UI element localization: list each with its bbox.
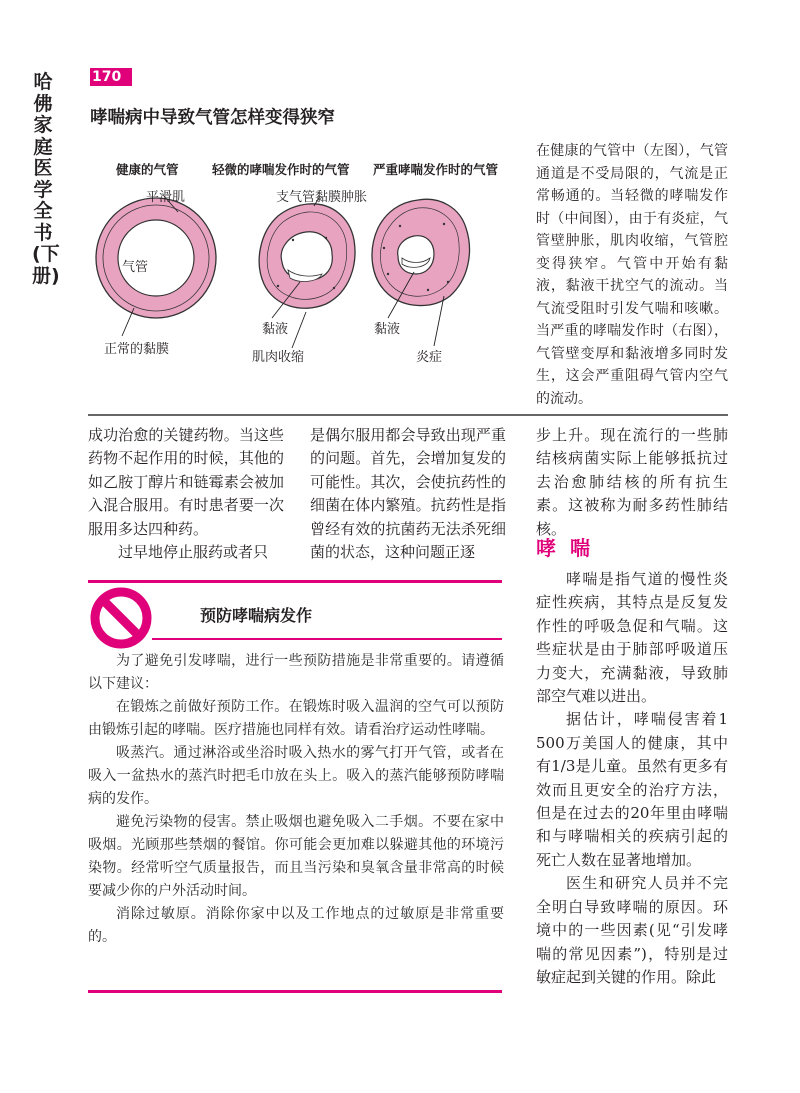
prevention-tip-steam: 吸蒸汽。通过淋浴或坐浴时吸入热水的雾气打开气管，或者在吸入一盆热水的蒸汽时把毛巾放在头上。吸入的蒸汽能够预防哮喘病的发作。 [88,745,504,807]
column-1 [88,424,284,564]
label-bronchial-swelling: 支气管黏膜肿胀 [276,190,368,205]
prevention-tip-allergens: 消除过敏原。消除你家中以及工作地点的过敏原是非常重要的。 [88,906,504,945]
panel-title-mild: 轻微的哮喘发作时的气管 [212,162,350,177]
label-inflammation: 炎症 [416,350,443,365]
diagram-caption: 在健康的气管中（左图），气管通道是不受局限的，气流是正常畅通的。当轻微的哮喘发作时（中间图），由于有炎症，气管壁肿胀，肌肉收缩，气管腔变得狭窄。气管中开始有黏液，黏液干扰空气的流动。当气流受阻时引发气喘和咳嗽。当严重的哮喘发作时（右图），气管壁变厚和黏液增多同时发生，这会严重阻碍气管内空气的流动。 [536,143,728,407]
label-normal-mucosa: 正常的黏膜 [104,342,170,357]
section-divider [88,414,728,416]
col3-paragraph-1: 步上升。现在流行的一些肺结核病菌实际上能够抵抗过去治愈肺结核的所有抗生素。这被称为耐多药性肺结核。 [536,426,728,538]
label-mucus-severe: 黏液 [374,322,401,337]
column-2 [310,424,506,564]
box-title-rule [152,638,502,640]
prevention-box-body [88,650,504,949]
label-muscle-contraction: 肌肉收缩 [252,350,305,365]
column-3-body [536,568,728,989]
section-heading-asthma: 哮喘 [536,536,604,560]
col2-paragraph-1: 是偶尔服用都会导致出现严重的问题。首先，会增加复发的可能性。其次，会使抗药性的细菌在体内繁殖。抗药性是指曾经有效的抗菌药无法杀死细菌的状态，这种问题正逐 [310,426,506,562]
panel-title-healthy: 健康的气管 [116,162,179,177]
col3-paragraph-3: 据估计，哮喘侵害着1 500万美国人的健康，其中有1/3是儿童。虽然有更多有效而且更安全的治疗方法，但是在过去的20年里由哮喘和与哮喘相关的疾病引起的死亡人数在显著地增加。 [536,710,728,869]
col1-paragraph-1: 成功治愈的关键药物。当这些药物不起作用的时候，其他的如乙胺丁醇片和链霉素会被加入混合服用。有时患者要一次服用多达四种药。 [88,426,284,538]
healthy-airway-ring [96,198,216,318]
label-smooth-muscle: 平滑肌 [146,190,186,205]
panel-title-severe: 严重哮喘发作时的气管 [373,162,499,177]
prevention-box-title: 预防哮喘病发作 [200,606,313,625]
box-bottom-rule [88,990,502,993]
prevention-intro: 为了避免引发哮喘，进行一些预防措施是非常重要的。请遵循以下建议： [88,653,504,692]
label-mucus-mild: 黏液 [262,322,289,337]
box-top-rule [88,580,502,583]
prohibition-icon [88,585,154,651]
prevention-tip-exercise: 在锻炼之前做好预防工作。在锻炼时吸入温润的空气可以预防由锻炼引起的哮喘。医疗措施也同样有效。请看治疗运动性哮喘。 [88,699,504,738]
col3-paragraph-4: 医生和研究人员并不完全明白导致哮喘的原因。环境中的一些因素(见“引发哮喘的常见因素”)，特别是过敏症起到关键的作用。除此 [536,874,728,986]
col3-paragraph-2: 哮喘是指气道的慢性炎症性疾病，其特点是反复发作性的呼吸急促和气喘。这些症状是由于肺部呼吸道压力变大，充满黏液，导致肺部空气难以进出。 [536,570,728,706]
book-title: 哈佛家庭医学全书(下册) [32,71,60,287]
page-number: 170 [90,68,132,86]
page-heading: 哮喘病中导致气管怎样变得狭窄 [90,108,335,128]
prevention-tip-pollutants: 避免污染物的侵害。禁止吸烟也避免吸入二手烟。不要在家中吸烟。光顾那些禁烟的餐馆。你可能会更加难以躲避其他的环境污染物。经常听空气质量报告，而且当污染和臭氧含量非常高的时候要减少你的户外活动时间。 [88,814,504,899]
severe-airway-ring [372,199,469,305]
label-airway: 气管 [122,260,149,275]
mild-airway-ring [259,204,355,308]
col1-paragraph-2: 过早地停止服药或者只 [118,543,269,562]
column-3-top [536,424,728,541]
